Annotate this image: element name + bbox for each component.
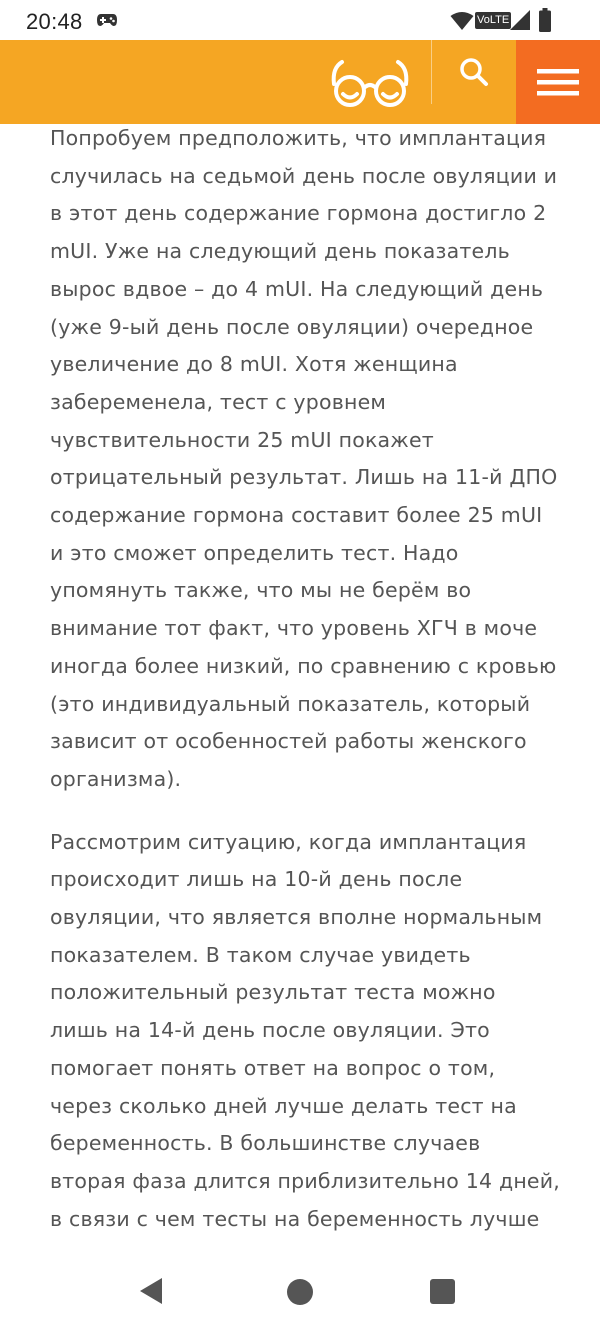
article-paragraph: Рассмотрим ситуацию, когда имплантация происходит лишь на 10-й день после овуляции, что является вполне нормальным показателем. В таком случае увидеть положительный результат теста можно лишь на 14-й день после овуляции. Это помогает понять ответ на вопрос о том, через сколько дней лучше делать тест на беременность. В большинстве случаев вторая фаза длится приблизительно 14 дней, в связи с чем тесты на беременность лучше [50, 829, 560, 1231]
status-bar [0, 0, 600, 42]
status-time: 20:48 [26, 9, 83, 34]
volte-badge: VoLTE [475, 12, 511, 29]
battery-icon [539, 8, 551, 32]
gamepad-icon [96, 12, 118, 28]
glasses-logo-icon[interactable] [330, 54, 410, 110]
signal-icon [510, 10, 530, 30]
menu-button[interactable] [516, 40, 600, 124]
navigation-bar [0, 1250, 600, 1332]
wifi-icon [450, 11, 474, 31]
home-icon[interactable] [287, 1279, 313, 1305]
recents-icon[interactable] [430, 1279, 455, 1304]
site-header [0, 40, 600, 124]
article-paragraph: Попробуем предположить, что имплантация случилась на седьмой день после овуляции и в этот день содержание гормона достигло 2 mUI. Уже на следующий день показатель вырос вдвое – до 4 mUI. На следующий день (уже 9-ый день после овуляции) очередное увеличение до 8 mUI. Хотя женщина забеременела, тест с уровнем чувствительности 25 mUI покажет отрицательный результат. Лишь на 11-й ДПО содержание гормона составит более 25 mUI и это сможет определить тест. Надо упомянуть также, что мы не берём во внимание тот факт, что уровень ХГЧ в моче иногда более низкий, по сравнению с кровью (это индивидуальный показатель, который зависит от особенностей работы женского организма). [50, 126, 558, 791]
search-icon [458, 56, 490, 88]
article-body [50, 120, 560, 1250]
search-button[interactable] [432, 40, 516, 104]
hamburger-menu-icon [537, 66, 579, 98]
back-icon[interactable] [136, 1275, 168, 1307]
